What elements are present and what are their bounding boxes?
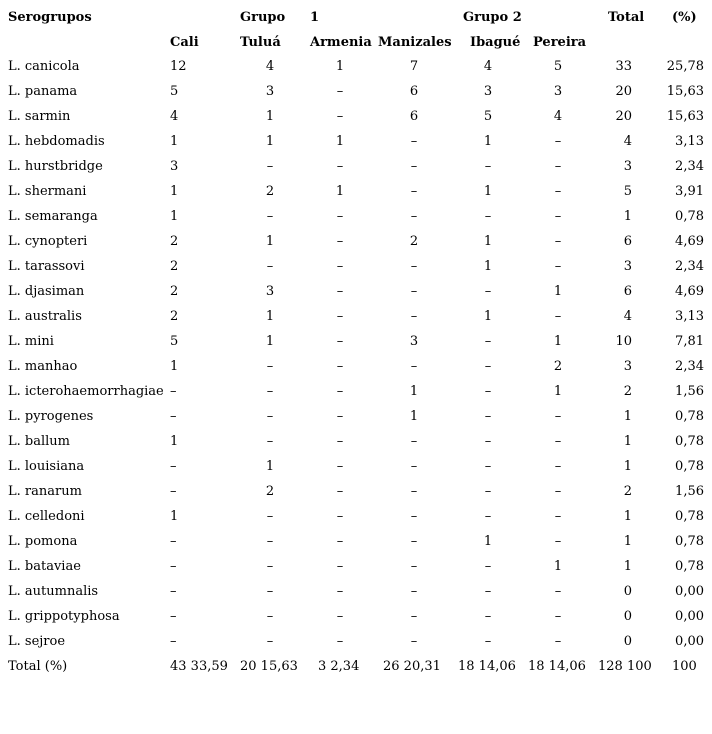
cell-ibague: –: [484, 409, 492, 424]
cell-ibague: –: [484, 559, 492, 574]
cell-pereira: –: [554, 509, 562, 524]
cell-ibague: –: [484, 159, 492, 174]
header-city-manizales: Manizales: [378, 35, 452, 50]
cell-percent: 25,78: [666, 59, 704, 74]
cell-tulua: –: [266, 609, 274, 624]
cell-cali: 3: [170, 159, 179, 174]
cell-tulua: –: [266, 559, 274, 574]
cell-manizales: –: [410, 134, 418, 149]
total-cell-manizales: 26 20,31: [383, 659, 441, 674]
cell-ibague: –: [484, 209, 492, 224]
cell-manizales: –: [410, 184, 418, 199]
header-grupo: Grupo: [240, 10, 286, 25]
cell-percent: 2,34: [675, 159, 704, 174]
cell-pereira: –: [554, 484, 562, 499]
cell-percent: 0,00: [675, 634, 704, 649]
cell-tulua: –: [266, 159, 274, 174]
cell-percent: 0,78: [675, 559, 704, 574]
cell-pereira: –: [554, 409, 562, 424]
cell-serogroup: L. bataviae: [8, 559, 81, 574]
cell-ibague: –: [484, 459, 492, 474]
cell-cali: –: [170, 584, 177, 599]
cell-serogroup: L. australis: [8, 309, 82, 324]
cell-pereira: –: [554, 234, 562, 249]
header-city-armenia: Armenia: [310, 35, 372, 50]
cell-percent: 1,56: [675, 384, 704, 399]
cell-total: 3: [623, 259, 632, 274]
cell-tulua: –: [266, 259, 274, 274]
cell-manizales: –: [410, 634, 418, 649]
cell-manizales: –: [410, 259, 418, 274]
cell-cali: –: [170, 384, 177, 399]
cell-manizales: 1: [409, 409, 419, 424]
cell-percent: 15,63: [666, 109, 704, 124]
cell-serogroup: L. grippotyphosa: [8, 609, 120, 624]
cell-total: 1: [623, 509, 632, 524]
header-serogrupos: Serogrupos: [8, 10, 92, 25]
cell-cali: 1: [170, 509, 179, 524]
cell-armenia: –: [336, 384, 344, 399]
cell-manizales: –: [410, 484, 418, 499]
cell-armenia: –: [336, 234, 344, 249]
cell-total: 0: [623, 634, 632, 649]
cell-manizales: 6: [409, 109, 419, 124]
cell-cali: 1: [170, 134, 179, 149]
cell-armenia: –: [336, 634, 344, 649]
cell-ibague: 5: [483, 109, 493, 124]
cell-total: 4: [623, 134, 632, 149]
cell-manizales: 2: [409, 234, 419, 249]
total-cell-pct: 100: [672, 659, 697, 674]
cell-cali: –: [170, 409, 177, 424]
cell-pereira: –: [554, 159, 562, 174]
cell-ibague: 4: [483, 59, 493, 74]
header-total: Total: [608, 10, 645, 25]
cell-tulua: –: [266, 359, 274, 374]
cell-serogroup: L. ballum: [8, 434, 70, 449]
cell-total: 10: [615, 334, 632, 349]
cell-tulua: 1: [265, 334, 275, 349]
cell-armenia: –: [336, 209, 344, 224]
total-cell-tulua: 20 15,63: [240, 659, 298, 674]
cell-serogroup: L. manhao: [8, 359, 78, 374]
cell-tulua: –: [266, 584, 274, 599]
cell-serogroup: L. sarmin: [8, 109, 71, 124]
header-percent: (%): [672, 10, 697, 25]
cell-armenia: –: [336, 309, 344, 324]
cell-pereira: –: [554, 134, 562, 149]
cell-armenia: –: [336, 509, 344, 524]
cell-armenia: –: [336, 409, 344, 424]
cell-cali: –: [170, 459, 177, 474]
cell-percent: 3,13: [675, 309, 704, 324]
cell-pereira: –: [554, 209, 562, 224]
cell-tulua: –: [266, 384, 274, 399]
header-city-tulua: Tuluá: [240, 35, 281, 50]
cell-ibague: 1: [483, 534, 493, 549]
cell-serogroup: L. hurstbridge: [8, 159, 103, 174]
cell-serogroup: L. mini: [8, 334, 54, 349]
header-grupo1-number: 1: [310, 10, 320, 25]
cell-cali: 1: [170, 359, 179, 374]
cell-manizales: –: [410, 509, 418, 524]
cell-tulua: 2: [265, 184, 275, 199]
header-city-pereira: Pereira: [533, 35, 587, 50]
cell-percent: 3,13: [675, 134, 704, 149]
total-cell-armenia: 3 2,34: [318, 659, 360, 674]
cell-percent: 2,34: [675, 359, 704, 374]
cell-cali: 4: [170, 109, 179, 124]
cell-serogroup: L. tarassovi: [8, 259, 85, 274]
cell-serogroup: L. shermani: [8, 184, 87, 199]
cell-percent: 0,78: [675, 434, 704, 449]
cell-ibague: –: [484, 584, 492, 599]
cell-ibague: –: [484, 609, 492, 624]
cell-cali: 12: [170, 59, 187, 74]
cell-cali: –: [170, 634, 177, 649]
cell-pereira: 5: [553, 59, 563, 74]
cell-tulua: –: [266, 634, 274, 649]
cell-cali: –: [170, 609, 177, 624]
cell-pereira: –: [554, 634, 562, 649]
cell-tulua: –: [266, 209, 274, 224]
cell-tulua: 1: [265, 234, 275, 249]
cell-tulua: –: [266, 409, 274, 424]
cell-cali: 2: [170, 309, 179, 324]
cell-percent: 7,81: [675, 334, 704, 349]
cell-ibague: 3: [483, 84, 493, 99]
cell-serogroup: L. cynopteri: [8, 234, 88, 249]
cell-percent: 0,78: [675, 509, 704, 524]
cell-ibague: –: [484, 384, 492, 399]
cell-serogroup: L. louisiana: [8, 459, 85, 474]
cell-armenia: –: [336, 359, 344, 374]
cell-serogroup: L. canicola: [8, 59, 80, 74]
cell-armenia: –: [336, 284, 344, 299]
cell-manizales: –: [410, 534, 418, 549]
cell-manizales: –: [410, 309, 418, 324]
cell-cali: 2: [170, 259, 179, 274]
cell-armenia: –: [336, 484, 344, 499]
cell-pereira: –: [554, 434, 562, 449]
cell-ibague: –: [484, 434, 492, 449]
cell-manizales: –: [410, 159, 418, 174]
cell-percent: 0,78: [675, 459, 704, 474]
cell-tulua: 2: [265, 484, 275, 499]
total-cell-name: Total (%): [8, 659, 68, 674]
cell-serogroup: L. pyrogenes: [8, 409, 94, 424]
cell-armenia: 1: [335, 134, 345, 149]
cell-serogroup: L. celledoni: [8, 509, 85, 524]
cell-cali: 1: [170, 434, 179, 449]
cell-ibague: –: [484, 509, 492, 524]
cell-total: 6: [623, 284, 632, 299]
cell-serogroup: L. panama: [8, 84, 78, 99]
cell-manizales: 7: [409, 59, 419, 74]
cell-total: 1: [623, 209, 632, 224]
cell-armenia: –: [336, 534, 344, 549]
cell-manizales: –: [410, 459, 418, 474]
cell-total: 20: [615, 84, 632, 99]
cell-cali: –: [170, 484, 177, 499]
cell-manizales: 1: [409, 384, 419, 399]
cell-total: 2: [623, 384, 632, 399]
cell-serogroup: L. djasiman: [8, 284, 85, 299]
cell-percent: 15,63: [666, 84, 704, 99]
cell-manizales: –: [410, 209, 418, 224]
cell-ibague: 1: [483, 259, 493, 274]
cell-tulua: 4: [265, 59, 275, 74]
cell-total: 1: [623, 534, 632, 549]
cell-tulua: 1: [265, 134, 275, 149]
cell-total: 1: [623, 559, 632, 574]
cell-armenia: –: [336, 84, 344, 99]
cell-pereira: –: [554, 309, 562, 324]
cell-armenia: –: [336, 559, 344, 574]
cell-pereira: 1: [553, 384, 563, 399]
cell-pereira: –: [554, 459, 562, 474]
cell-cali: 1: [170, 209, 179, 224]
cell-ibague: 1: [483, 234, 493, 249]
cell-armenia: –: [336, 584, 344, 599]
cell-percent: 3,91: [675, 184, 704, 199]
cell-ibague: –: [484, 484, 492, 499]
cell-tulua: –: [266, 509, 274, 524]
cell-ibague: 1: [483, 309, 493, 324]
cell-manizales: –: [410, 609, 418, 624]
cell-total: 0: [623, 609, 632, 624]
cell-total: 6: [623, 234, 632, 249]
cell-armenia: –: [336, 334, 344, 349]
cell-tulua: 1: [265, 459, 275, 474]
cell-ibague: –: [484, 334, 492, 349]
cell-manizales: 6: [409, 84, 419, 99]
cell-tulua: 1: [265, 309, 275, 324]
cell-percent: 2,34: [675, 259, 704, 274]
cell-pereira: –: [554, 584, 562, 599]
cell-armenia: 1: [335, 59, 345, 74]
cell-ibague: –: [484, 634, 492, 649]
cell-total: 0: [623, 584, 632, 599]
cell-percent: 4,69: [675, 234, 704, 249]
cell-tulua: 3: [265, 284, 275, 299]
cell-percent: 4,69: [675, 284, 704, 299]
cell-cali: 5: [170, 84, 179, 99]
total-cell-total: 128 100: [598, 659, 652, 674]
cell-pereira: 1: [553, 284, 563, 299]
cell-cali: –: [170, 559, 177, 574]
cell-pereira: –: [554, 259, 562, 274]
cell-tulua: –: [266, 534, 274, 549]
cell-total: 5: [623, 184, 632, 199]
cell-total: 1: [623, 434, 632, 449]
header-city-ibague: Ibagué: [470, 35, 521, 50]
cell-percent: 1,56: [675, 484, 704, 499]
cell-total: 3: [623, 359, 632, 374]
cell-manizales: –: [410, 559, 418, 574]
cell-ibague: –: [484, 284, 492, 299]
cell-armenia: –: [336, 459, 344, 474]
total-cell-ibague: 18 14,06: [458, 659, 516, 674]
cell-cali: 2: [170, 234, 179, 249]
cell-armenia: –: [336, 259, 344, 274]
cell-armenia: –: [336, 609, 344, 624]
cell-percent: 0,00: [675, 584, 704, 599]
cell-total: 1: [623, 459, 632, 474]
cell-pereira: 4: [553, 109, 563, 124]
cell-serogroup: L. semaranga: [8, 209, 98, 224]
cell-manizales: 3: [409, 334, 419, 349]
total-cell-cali: 43 33,59: [170, 659, 228, 674]
cell-total: 20: [615, 109, 632, 124]
cell-serogroup: L. autumnalis: [8, 584, 99, 599]
cell-percent: 0,00: [675, 609, 704, 624]
cell-manizales: –: [410, 359, 418, 374]
cell-armenia: –: [336, 159, 344, 174]
cell-total: 2: [623, 484, 632, 499]
cell-cali: 1: [170, 184, 179, 199]
cell-ibague: 1: [483, 134, 493, 149]
cell-total: 33: [615, 59, 632, 74]
cell-pereira: –: [554, 534, 562, 549]
cell-pereira: 1: [553, 334, 563, 349]
cell-manizales: –: [410, 434, 418, 449]
cell-cali: 2: [170, 284, 179, 299]
cell-serogroup: L. icterohaemorrhagiae: [8, 384, 164, 399]
cell-armenia: –: [336, 434, 344, 449]
cell-serogroup: L. hebdomadis: [8, 134, 105, 149]
cell-total: 3: [623, 159, 632, 174]
cell-pereira: –: [554, 184, 562, 199]
cell-serogroup: L. ranarum: [8, 484, 82, 499]
cell-percent: 0,78: [675, 409, 704, 424]
cell-armenia: 1: [335, 184, 345, 199]
cell-cali: –: [170, 534, 177, 549]
cell-serogroup: L. sejroe: [8, 634, 66, 649]
cell-pereira: –: [554, 609, 562, 624]
header-grupo2: Grupo 2: [463, 10, 522, 25]
cell-manizales: –: [410, 584, 418, 599]
cell-armenia: –: [336, 109, 344, 124]
cell-pereira: 3: [553, 84, 563, 99]
cell-manizales: –: [410, 284, 418, 299]
cell-tulua: –: [266, 434, 274, 449]
cell-tulua: 3: [265, 84, 275, 99]
cell-percent: 0,78: [675, 534, 704, 549]
cell-ibague: 1: [483, 184, 493, 199]
cell-pereira: 2: [553, 359, 563, 374]
cell-pereira: 1: [553, 559, 563, 574]
cell-total: 4: [623, 309, 632, 324]
cell-cali: 5: [170, 334, 179, 349]
cell-percent: 0,78: [675, 209, 704, 224]
total-cell-pereira: 18 14,06: [528, 659, 586, 674]
cell-serogroup: L. pomona: [8, 534, 78, 549]
header-city-cali: Cali: [170, 35, 199, 50]
cell-tulua: 1: [265, 109, 275, 124]
cell-total: 1: [623, 409, 632, 424]
cell-ibague: –: [484, 359, 492, 374]
